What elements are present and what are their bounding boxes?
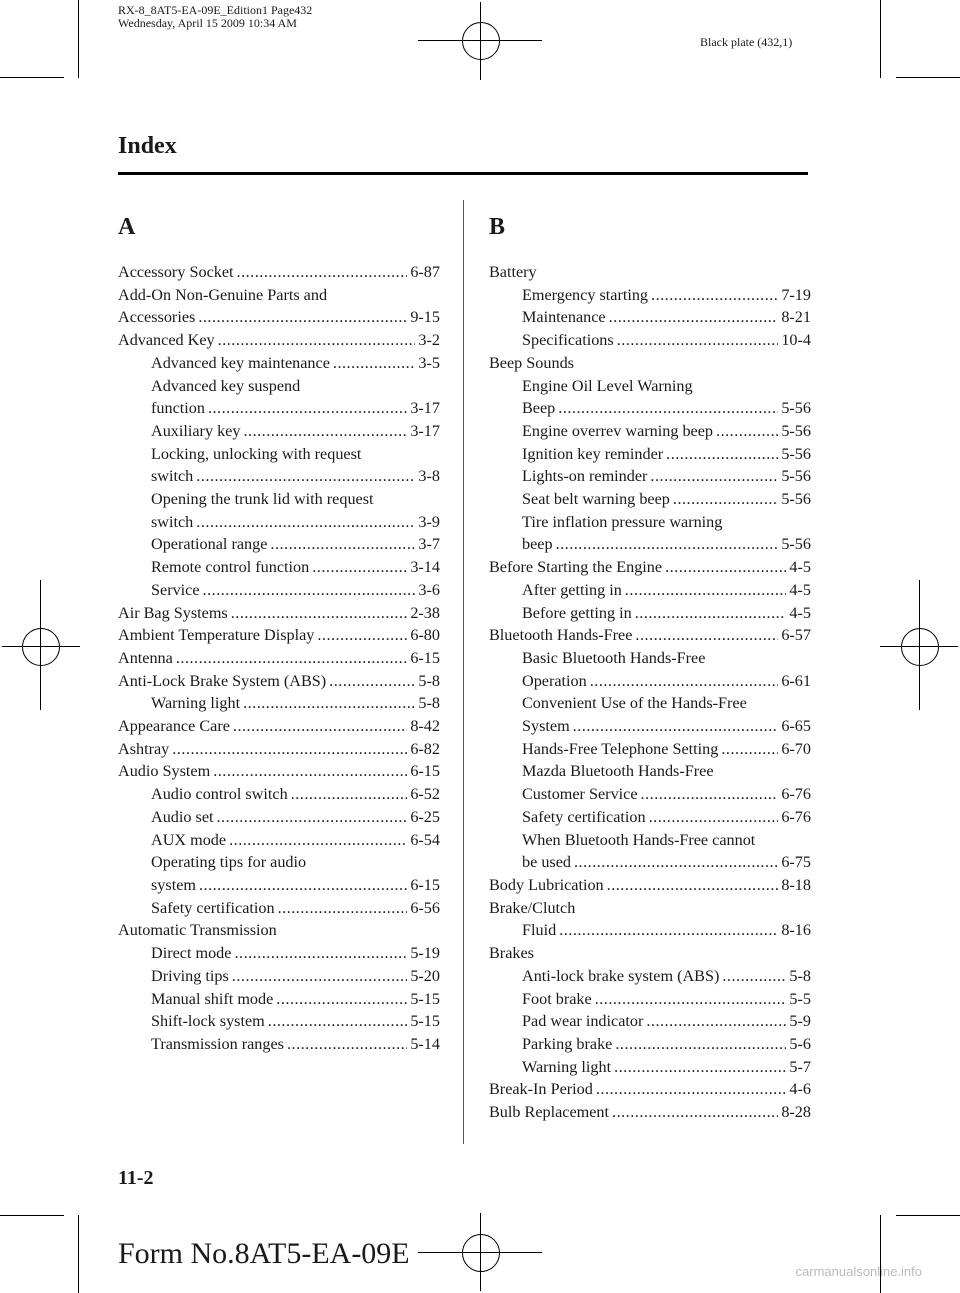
- index-entry: [489, 375, 811, 398]
- dot-leader: [722, 965, 786, 988]
- entry-page: 6-75: [781, 853, 811, 872]
- entry-page: 6-80: [410, 626, 440, 645]
- index-entry: [118, 829, 440, 852]
- index-entry: [489, 443, 811, 466]
- print-date-line: Wednesday, April 15 2009 10:34 AM: [118, 16, 297, 30]
- index-entry: [489, 533, 811, 556]
- index-entry: [118, 647, 440, 670]
- index-entry: [489, 919, 811, 942]
- entry-text: Auxiliary key: [151, 421, 241, 440]
- page-number: 11-2: [118, 1167, 154, 1189]
- entry-text: Safety certification: [522, 807, 646, 826]
- entry-text: Audio control switch: [151, 785, 288, 804]
- entry-text: system: [151, 875, 196, 894]
- index-entry: [118, 1033, 440, 1056]
- entry-text: Advanced Key: [118, 331, 215, 350]
- index-entry: [118, 420, 440, 443]
- entry-text: Bulb Replacement: [489, 1103, 610, 1122]
- entry-text: Service: [151, 580, 200, 599]
- dot-leader: [208, 397, 407, 420]
- entry-text: Anti-Lock Brake System (ABS): [118, 671, 327, 690]
- index-entry: [489, 988, 811, 1011]
- index-entry: [118, 533, 440, 556]
- entry-text: Seat belt warning beep: [522, 490, 670, 509]
- index-entry: [489, 760, 811, 783]
- entry-page: 6-82: [410, 739, 440, 758]
- entry-page: 3-17: [410, 399, 440, 418]
- index-entry: [118, 443, 440, 466]
- entry-text: Audio set: [151, 807, 214, 826]
- dot-leader: [558, 397, 778, 420]
- entry-text: Accessories: [118, 308, 196, 327]
- dot-leader: [218, 329, 416, 352]
- index-entry: [489, 874, 811, 897]
- dot-leader: [196, 465, 415, 488]
- dot-leader: [612, 1101, 778, 1124]
- entry-page: 4-6: [789, 1080, 811, 1099]
- dot-leader: [665, 556, 786, 579]
- entry-page: 6-61: [781, 671, 811, 690]
- column-divider: [463, 200, 464, 1144]
- entry-text: When Bluetooth Hands-Free cannot: [522, 830, 756, 849]
- entry-page: 3-14: [410, 558, 440, 577]
- entry-text: Shift-lock system: [151, 1012, 265, 1031]
- index-entry: [118, 579, 440, 602]
- index-entry: [489, 1056, 811, 1079]
- form-number: Form No.8AT5-EA-09E: [118, 1237, 410, 1270]
- entry-page: 5-56: [781, 467, 811, 486]
- dot-leader: [615, 1033, 786, 1056]
- index-entry: [489, 397, 811, 420]
- entry-text: Audio System: [118, 762, 211, 781]
- entry-text: Remote control function: [151, 558, 310, 577]
- index-entry: [118, 670, 440, 693]
- dot-leader: [234, 942, 407, 965]
- index-entry: [118, 692, 440, 715]
- entry-text: be used: [522, 853, 571, 872]
- entry-page: 6-15: [410, 648, 440, 667]
- entry-page: 5-15: [410, 1012, 440, 1031]
- index-entry: [489, 1078, 811, 1101]
- index-entry: [489, 942, 811, 965]
- entry-text: Opening the trunk lid with request: [151, 490, 374, 509]
- index-entry: [489, 829, 811, 852]
- dot-leader: [199, 874, 407, 897]
- index-entry: [489, 465, 811, 488]
- entry-text: Before Starting the Engine: [489, 558, 663, 577]
- entry-page: 3-17: [410, 421, 440, 440]
- dot-leader: [596, 1078, 787, 1101]
- index-entry: [489, 1010, 811, 1033]
- dot-leader: [609, 306, 779, 329]
- index-column-b: [489, 261, 811, 1124]
- entry-text: Advanced key suspend: [151, 376, 301, 395]
- entry-page: 7-19: [781, 285, 811, 304]
- entry-text: Before getting in: [522, 603, 632, 622]
- entry-text: function: [151, 399, 205, 418]
- dot-leader: [237, 261, 408, 284]
- entry-page: 4-5: [789, 603, 811, 622]
- entry-page: 5-8: [789, 966, 811, 985]
- index-entry: [489, 306, 811, 329]
- entry-text: Add-On Non-Genuine Parts and: [118, 285, 328, 304]
- dot-leader: [614, 1056, 786, 1079]
- dot-leader: [268, 1010, 408, 1033]
- dot-leader: [232, 965, 408, 988]
- entry-text: Emergency starting: [522, 285, 649, 304]
- entry-text: Transmission ranges: [151, 1034, 284, 1053]
- index-entry: [489, 284, 811, 307]
- entry-page: 5-15: [410, 989, 440, 1008]
- entry-text: Beep: [522, 399, 556, 418]
- entry-text: Maintenance: [522, 308, 606, 327]
- entry-page: 8-16: [781, 921, 811, 940]
- index-entry: [489, 420, 811, 443]
- entry-text: After getting in: [522, 580, 622, 599]
- title-rule: [118, 172, 808, 175]
- dot-leader: [651, 284, 778, 307]
- index-entry: [489, 715, 811, 738]
- dot-leader: [333, 352, 416, 375]
- entry-page: 6-76: [781, 807, 811, 826]
- entry-page: 2-38: [410, 603, 440, 622]
- entry-text: Body Lubrication: [489, 875, 604, 894]
- index-entry: [489, 1033, 811, 1056]
- entry-text: Fluid: [522, 921, 557, 940]
- index-entry: [118, 352, 440, 375]
- entry-page: 3-9: [418, 512, 440, 531]
- index-entry: [118, 988, 440, 1011]
- index-entry: [118, 624, 440, 647]
- index-entry: [489, 738, 811, 761]
- entry-page: 5-56: [781, 421, 811, 440]
- entry-text: Pad wear indicator: [522, 1012, 644, 1031]
- entry-text: Direct mode: [151, 944, 232, 963]
- index-entry: [118, 556, 440, 579]
- entry-text: System: [522, 717, 570, 736]
- index-column-a: [118, 261, 440, 1056]
- entry-page: 3-5: [418, 353, 440, 372]
- entry-text: Specifications: [522, 331, 614, 350]
- dot-leader: [172, 738, 407, 761]
- entry-page: 5-56: [781, 535, 811, 554]
- dot-leader: [203, 579, 416, 602]
- index-entry: [489, 1101, 811, 1124]
- index-entry: [489, 647, 811, 670]
- entry-page: 3-8: [418, 467, 440, 486]
- entry-page: 5-8: [418, 671, 440, 690]
- entry-text: Break-In Period: [489, 1080, 593, 1099]
- entry-page: 4-5: [789, 558, 811, 577]
- index-entry: [118, 397, 440, 420]
- dot-leader: [229, 829, 407, 852]
- entry-page: 5-8: [418, 694, 440, 713]
- index-entry: [118, 375, 440, 398]
- dot-leader: [650, 465, 778, 488]
- entry-text: Air Bag Systems: [118, 603, 228, 622]
- entry-text: Parking brake: [522, 1034, 613, 1053]
- entry-text: Locking, unlocking with request: [151, 444, 362, 463]
- entry-text: Basic Bluetooth Hands-Free: [522, 648, 706, 667]
- index-entry: [118, 329, 440, 352]
- index-entry: [489, 329, 811, 352]
- entry-text: AUX mode: [151, 830, 227, 849]
- entry-text: Ashtray: [118, 739, 170, 758]
- entry-text: Battery: [489, 263, 537, 281]
- index-entry: [118, 897, 440, 920]
- entry-text: Bluetooth Hands-Free: [489, 626, 633, 645]
- index-entry: [489, 352, 811, 375]
- index-entry: [489, 602, 811, 625]
- entry-page: 8-28: [781, 1103, 811, 1122]
- index-entry: [118, 488, 440, 511]
- index-entry: [118, 942, 440, 965]
- dot-leader: [196, 511, 415, 534]
- entry-page: 3-7: [418, 535, 440, 554]
- dot-leader: [641, 783, 779, 806]
- index-entry: [118, 511, 440, 534]
- index-entry: [118, 602, 440, 625]
- entry-text: Operational range: [151, 535, 268, 554]
- page-title: Index: [118, 133, 177, 159]
- entry-page: 6-15: [410, 762, 440, 781]
- letter-heading-b: B: [489, 214, 506, 240]
- watermark: carmanualsonline.info: [795, 1264, 922, 1279]
- dot-leader: [276, 988, 407, 1011]
- entry-text: Driving tips: [151, 966, 229, 985]
- dot-leader: [666, 443, 778, 466]
- entry-text: Antenna: [118, 648, 173, 667]
- entry-text: Engine Oil Level Warning: [522, 376, 693, 395]
- entry-page: 3-6: [418, 580, 440, 599]
- dot-leader: [716, 420, 778, 443]
- entry-text: Warning light: [522, 1057, 612, 1076]
- entry-page: 6-76: [781, 785, 811, 804]
- dot-leader: [243, 692, 415, 715]
- index-entry: [118, 261, 440, 284]
- dot-leader: [233, 715, 407, 738]
- entry-text: Engine overrev warning beep: [522, 421, 714, 440]
- entry-text: Advanced key maintenance: [151, 353, 330, 372]
- index-entry: [489, 806, 811, 829]
- index-entry: [489, 624, 811, 647]
- entry-page: 6-54: [410, 830, 440, 849]
- entry-text: switch: [151, 467, 194, 486]
- entry-page: 6-57: [781, 626, 811, 645]
- dot-leader: [556, 533, 779, 556]
- index-entry: [489, 783, 811, 806]
- index-entry: [118, 465, 440, 488]
- entry-page: 8-42: [410, 717, 440, 736]
- dot-leader: [673, 488, 778, 511]
- entry-page: 5-9: [789, 1012, 811, 1031]
- entry-page: 5-20: [410, 966, 440, 985]
- dot-leader: [329, 670, 415, 693]
- plate-label: Black plate (432,1): [700, 35, 793, 49]
- entry-text: Tire inflation pressure warning: [522, 512, 723, 531]
- dot-leader: [635, 602, 787, 625]
- index-entry: [489, 851, 811, 874]
- dot-leader: [574, 851, 778, 874]
- index-entry: [489, 670, 811, 693]
- print-job-line: RX-8_8AT5-EA-09E_Edition1 Page432: [118, 3, 313, 17]
- letter-heading-a: A: [118, 214, 136, 240]
- dot-leader: [590, 670, 779, 693]
- dot-leader: [559, 919, 778, 942]
- index-entry: [118, 783, 440, 806]
- dot-leader: [278, 897, 408, 920]
- index-entry: [489, 261, 811, 284]
- entry-page: 8-21: [781, 308, 811, 327]
- index-entry: [118, 1010, 440, 1033]
- dot-leader: [217, 806, 408, 829]
- entry-text: Ignition key reminder: [522, 444, 664, 463]
- entry-page: 4-5: [789, 580, 811, 599]
- dot-leader: [198, 306, 407, 329]
- index-entry: [489, 692, 811, 715]
- dot-leader: [595, 988, 787, 1011]
- entry-text: Operation: [522, 671, 587, 690]
- entry-page: 6-25: [410, 807, 440, 826]
- index-entry: [489, 511, 811, 534]
- index-entry: [489, 965, 811, 988]
- dot-leader: [721, 738, 778, 761]
- entry-text: Appearance Care: [118, 717, 230, 736]
- index-entry: [489, 579, 811, 602]
- index-entry: [118, 715, 440, 738]
- entry-page: 8-18: [781, 875, 811, 894]
- entry-page: 5-56: [781, 399, 811, 418]
- dot-leader: [649, 806, 779, 829]
- entry-text: Customer Service: [522, 785, 638, 804]
- index-entry: [118, 851, 440, 874]
- entry-text: Convenient Use of the Hands-Free: [522, 694, 747, 713]
- entry-text: Beep Sounds: [489, 353, 574, 372]
- entry-page: 6-56: [410, 898, 440, 917]
- dot-leader: [635, 624, 778, 647]
- dot-leader: [617, 329, 779, 352]
- index-entry: [118, 760, 440, 783]
- entry-page: 5-56: [781, 444, 811, 463]
- entry-page: 5-19: [410, 944, 440, 963]
- dot-leader: [312, 556, 407, 579]
- dot-leader: [573, 715, 779, 738]
- entry-page: 9-15: [410, 308, 440, 327]
- entry-text: Brake/Clutch: [489, 898, 576, 917]
- entry-page: 5-6: [789, 1034, 811, 1053]
- entry-text: Operating tips for audio: [151, 853, 307, 872]
- entry-text: Anti-lock brake system (ABS): [522, 966, 720, 985]
- dot-leader: [231, 602, 408, 625]
- index-entry: [118, 284, 440, 307]
- index-entry: [118, 965, 440, 988]
- entry-page: 10-4: [781, 331, 811, 350]
- index-entry: [118, 306, 440, 329]
- entry-text: Manual shift mode: [151, 989, 274, 1008]
- entry-page: 5-56: [781, 490, 811, 509]
- entry-page: 3-2: [418, 331, 440, 350]
- index-entry: [118, 738, 440, 761]
- entry-text: Accessory Socket: [118, 263, 234, 281]
- index-entry: [489, 488, 811, 511]
- index-entry: [118, 806, 440, 829]
- dot-leader: [291, 783, 408, 806]
- entry-text: Automatic Transmission: [118, 921, 277, 940]
- index-entry: [489, 897, 811, 920]
- entry-text: Mazda Bluetooth Hands-Free: [522, 762, 714, 781]
- entry-page: 5-14: [410, 1034, 440, 1053]
- dot-leader: [213, 760, 407, 783]
- index-entry: [489, 556, 811, 579]
- entry-text: switch: [151, 512, 194, 531]
- entry-text: Foot brake: [522, 989, 592, 1008]
- entry-text: Safety certification: [151, 898, 275, 917]
- entry-page: 5-7: [789, 1057, 811, 1076]
- entry-text: Brakes: [489, 944, 534, 963]
- dot-leader: [243, 420, 407, 443]
- entry-text: Warning light: [151, 694, 241, 713]
- dot-leader: [317, 624, 407, 647]
- dot-leader: [607, 874, 779, 897]
- dot-leader: [646, 1010, 786, 1033]
- entry-page: 6-15: [410, 875, 440, 894]
- entry-page: 6-52: [410, 785, 440, 804]
- entry-page: 5-5: [789, 989, 811, 1008]
- entry-text: Ambient Temperature Display: [118, 626, 315, 645]
- entry-page: 6-65: [781, 717, 811, 736]
- index-entry: [118, 919, 440, 942]
- dot-leader: [270, 533, 415, 556]
- entry-text: Hands-Free Telephone Setting: [522, 739, 719, 758]
- entry-page: 6-70: [781, 739, 811, 758]
- entry-page: 6-87: [410, 263, 440, 281]
- entry-text: beep: [522, 535, 553, 554]
- dot-leader: [625, 579, 787, 602]
- entry-text: Lights-on reminder: [522, 467, 648, 486]
- index-entry: [118, 874, 440, 897]
- dot-leader: [176, 647, 407, 670]
- dot-leader: [287, 1033, 407, 1056]
